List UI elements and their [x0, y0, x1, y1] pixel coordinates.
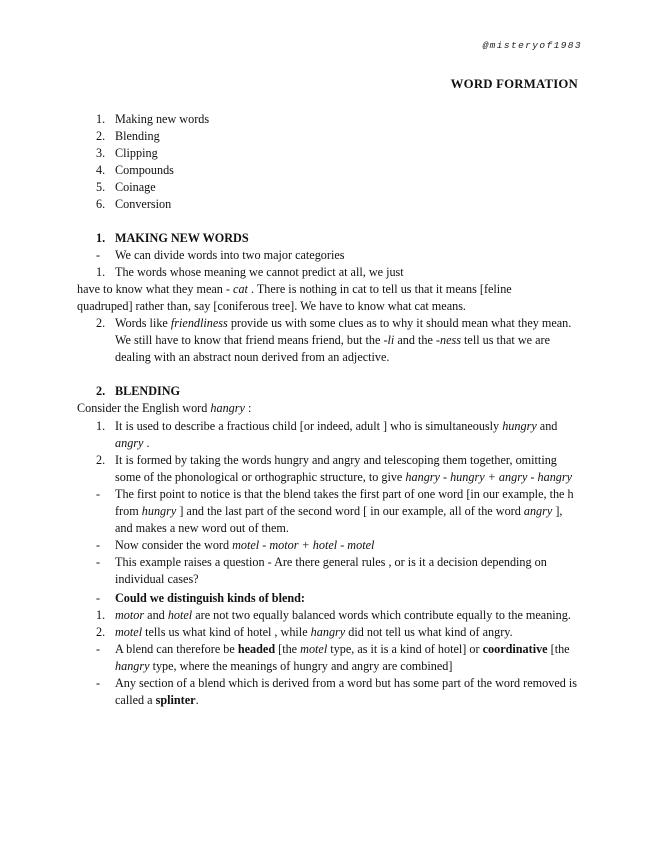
text-run: did not tell us what kind of angry.: [345, 625, 513, 639]
item-number: 2.: [96, 625, 106, 639]
example-word: angry: [523, 504, 553, 518]
toc-item: [96, 162, 209, 179]
example-word: hotel: [167, 608, 193, 622]
example-word: motor: [115, 608, 145, 622]
toc-number: 1.: [96, 112, 106, 126]
toc-number: 3.: [96, 146, 106, 160]
example-word: hangry: [115, 659, 150, 673]
toc-label: Making new words: [115, 112, 210, 126]
toc-label: Clipping: [115, 146, 158, 160]
toc-item: [96, 196, 209, 213]
text-run: [the: [547, 642, 570, 656]
dash-marker: -: [96, 487, 101, 501]
example-word: motel: [115, 625, 143, 639]
example-word: hungry: [141, 504, 177, 518]
text-run: type, where the meanings of hungry and angry are combined]: [149, 659, 453, 673]
text-run: and: [536, 419, 558, 433]
text-run: . There is nothing in cat to tell us that it means [feline: [247, 282, 512, 296]
toc-item: [96, 128, 209, 145]
blend-formula: hangry - hungry + angry - hangry: [405, 470, 573, 484]
toc-label: Coinage: [115, 180, 156, 194]
item-number: 1.: [96, 608, 106, 622]
text-run: ], and makes a new word out of them.: [115, 504, 563, 535]
toc-label: Blending: [115, 129, 160, 143]
toc-number: 4.: [96, 163, 106, 177]
dash-marker: -: [96, 676, 101, 690]
toc-label: Conversion: [115, 197, 172, 211]
bullet-item: [77, 247, 579, 264]
text-run: ] and the last part of the second word [ in our example, all of the word: [176, 504, 524, 518]
text-run: tell us that we are dealing with an abstract noun derived from an adjective.: [115, 333, 550, 364]
numbered-item: [77, 315, 579, 366]
example-word: angry: [115, 436, 144, 450]
dash-marker: -: [96, 555, 101, 569]
text-run: :: [244, 401, 252, 415]
dash-marker: -: [96, 248, 101, 262]
toc-label: Compounds: [115, 163, 174, 177]
numbered-item: [77, 452, 579, 486]
numbered-item: [77, 624, 579, 641]
toc-number: 2.: [96, 129, 106, 143]
bullet-item: [77, 537, 579, 554]
text-run: provide us with some clues as to why it should mean what they mean. We still have to know that friend means friend, but the: [115, 316, 572, 347]
example-word: hangry: [310, 625, 346, 639]
dash-marker: -: [96, 591, 101, 605]
text-run: The first point to notice is that the blend takes the first part of one word [in our example, the h from: [115, 487, 574, 518]
text-run: Now consider the word: [115, 538, 233, 552]
example-word: motel: [300, 642, 328, 656]
item-number: 1.: [96, 265, 106, 279]
example-word: hangry: [210, 401, 245, 415]
term-coordinative: coordinative: [482, 642, 548, 656]
blend-formula: motel - motor + hotel - motel: [232, 538, 375, 552]
intro-line: [77, 400, 579, 417]
item-number: 2.: [96, 453, 106, 467]
toc-number: 6.: [96, 197, 106, 211]
bullet-item: [77, 590, 579, 607]
term-headed: headed: [237, 642, 276, 656]
text-run: [the: [275, 642, 301, 656]
text-run: are not two equally balanced words which contribute equally to the meaning.: [192, 608, 571, 622]
toc-item: [96, 111, 209, 128]
item-number: 2.: [96, 316, 106, 330]
toc-item: [96, 145, 209, 162]
text-run: .: [195, 693, 199, 707]
dash-marker: -: [96, 538, 101, 552]
text-run: Words like: [115, 316, 171, 330]
item-number: 1.: [96, 419, 106, 433]
dash-marker: -: [96, 642, 101, 656]
toc-number: 5.: [96, 180, 106, 194]
section-heading: [77, 383, 579, 400]
text-run: A blend can therefore be: [115, 642, 238, 656]
example-word: hungry: [502, 419, 537, 433]
subheading: Could we distinguish kinds of blend:: [115, 591, 305, 605]
section-making-new-words: [77, 230, 579, 366]
section-number: 1.: [96, 231, 106, 245]
section-blending: [77, 383, 579, 709]
term-splinter: splinter: [155, 693, 196, 707]
bullet-item: [77, 675, 579, 709]
text-run: and: [144, 608, 168, 622]
table-of-contents: [96, 111, 209, 213]
item-text: The words whose meaning we cannot predict at all, we just: [115, 265, 404, 279]
example-word: cat: [233, 282, 248, 296]
author-handle: @misteryof1983: [482, 40, 582, 51]
toc-item: [96, 179, 209, 196]
text-run: .: [143, 436, 150, 450]
paragraph-line: [77, 281, 579, 298]
section-title: BLENDING: [115, 384, 181, 398]
text-run: type, as it is a kind of hotel] or: [327, 642, 483, 656]
bullet-text: This example raises a question - Are there general rules , or is it a decision depending on individual cases?: [115, 555, 547, 586]
example-word: friendliness: [170, 316, 228, 330]
example-suffix: -li: [383, 333, 395, 347]
numbered-item: [77, 607, 579, 624]
paragraph-line: quadruped] rather than, say [coniferous tree]. We have to know what cat means.: [77, 299, 466, 313]
text-run: It is used to describe a fractious child [or indeed, adult ] who is simultaneously: [115, 419, 503, 433]
bullet-text: We can divide words into two major categories: [115, 248, 345, 262]
text-run: Consider the English word: [77, 401, 211, 415]
numbered-item: [77, 418, 579, 452]
section-number: 2.: [96, 384, 106, 398]
section-title: MAKING NEW WORDS: [115, 231, 249, 245]
bullet-item: [77, 554, 579, 588]
text-run: tells us what kind of hotel , while: [142, 625, 311, 639]
bullet-item: [77, 486, 579, 537]
page-title: WORD FORMATION: [450, 77, 578, 91]
section-heading: [77, 230, 579, 247]
text-run: and the: [394, 333, 436, 347]
text-run: Any section of a blend which is derived from a word but has some part of the word removed is called a: [115, 676, 577, 707]
text-run: have to know what they mean -: [77, 282, 234, 296]
text-run: It is formed by taking the words hungry and angry and telescoping them together, omitting some of the phonological or orthographic structure, to give: [115, 453, 557, 484]
numbered-item: [77, 264, 579, 281]
bullet-item: [77, 641, 579, 675]
example-suffix: -ness: [435, 333, 461, 347]
